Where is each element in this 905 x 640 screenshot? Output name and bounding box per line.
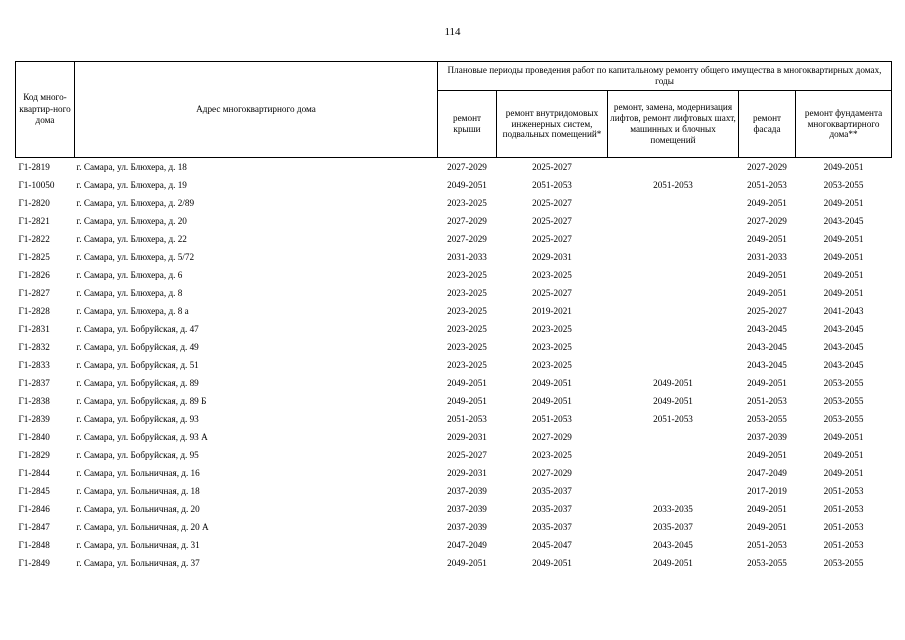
- cell-facade: 2053-2055: [747, 414, 787, 424]
- cell-foundation: 2043-2045: [823, 216, 864, 226]
- cell-elevators: [608, 284, 739, 302]
- cell-elevators: [608, 266, 739, 284]
- cell-roof: 2027-2029: [447, 234, 487, 244]
- cell-foundation: 2049-2051: [823, 450, 864, 460]
- header-roof: ремонт крыши: [438, 91, 497, 158]
- cell-facade: 2043-2045: [747, 342, 787, 352]
- cell-roof: 2023-2025: [447, 198, 487, 208]
- table-row: [16, 518, 892, 536]
- cell-elevators: [608, 464, 739, 482]
- cell-address: г. Самара, ул. Больничная, д. 20: [76, 504, 200, 514]
- cell-facade: 2037-2039: [747, 432, 787, 442]
- cell-code: Г1-2845: [18, 486, 50, 496]
- cell-code: Г1-2826: [18, 270, 50, 280]
- cell-foundation: 2049-2051: [823, 270, 864, 280]
- cell-facade: 2049-2051: [747, 270, 787, 280]
- cell-engineering: 2049-2051: [532, 558, 572, 568]
- cell-foundation: 2053-2055: [823, 378, 864, 388]
- table-row: [16, 482, 892, 500]
- table-row: [16, 158, 892, 177]
- table-header: [16, 62, 892, 158]
- cell-foundation: 2049-2051: [823, 198, 864, 208]
- cell-roof: 2051-2053: [447, 414, 487, 424]
- table-row: [16, 554, 892, 572]
- table-row: [16, 374, 892, 392]
- cell-address: г. Самара, ул. Бобруйская, д. 47: [76, 324, 199, 334]
- cell-engineering: 2025-2027: [532, 198, 572, 208]
- cell-code: Г1-10050: [18, 180, 55, 190]
- cell-roof: 2023-2025: [447, 360, 487, 370]
- cell-facade: 2047-2049: [747, 468, 787, 478]
- cell-roof: 2029-2031: [447, 468, 487, 478]
- cell-elevators: [608, 428, 739, 446]
- cell-code: Г1-2849: [18, 558, 50, 568]
- table-row: [16, 194, 892, 212]
- cell-address: г. Самара, ул. Бобруйская, д. 93 А: [76, 432, 208, 442]
- cell-foundation: 2053-2055: [823, 180, 864, 190]
- cell-elevators: 2049-2051: [653, 378, 693, 388]
- cell-facade: 2017-2019: [747, 486, 787, 496]
- cell-roof: 2049-2051: [447, 180, 487, 190]
- cell-facade: 2027-2029: [747, 216, 787, 226]
- cell-engineering: 2035-2037: [532, 504, 572, 514]
- cell-foundation: 2051-2053: [823, 540, 864, 550]
- cell-foundation: 2051-2053: [823, 504, 864, 514]
- cell-foundation: 2053-2055: [823, 396, 864, 406]
- cell-roof: 2031-2033: [447, 252, 487, 262]
- cell-code: Г1-2833: [18, 360, 50, 370]
- table-row: [16, 212, 892, 230]
- cell-foundation: 2051-2053: [823, 522, 864, 532]
- cell-roof: 2023-2025: [447, 324, 487, 334]
- cell-code: Г1-2821: [18, 216, 50, 226]
- table-row: [16, 500, 892, 518]
- cell-engineering: 2023-2025: [532, 450, 572, 460]
- header-foundation: ремонт фундамента многоквартирного дома**: [796, 91, 892, 158]
- cell-engineering: 2023-2025: [532, 270, 572, 280]
- table-row: [16, 536, 892, 554]
- cell-address: г. Самара, ул. Блюхера, д. 20: [76, 216, 187, 226]
- cell-address: г. Самара, ул. Больничная, д. 20 А: [76, 522, 209, 532]
- cell-elevators: [608, 212, 739, 230]
- cell-elevators: [608, 158, 739, 177]
- cell-foundation: 2043-2045: [823, 360, 864, 370]
- cell-address: г. Самара, ул. Бобруйская, д. 95: [76, 450, 199, 460]
- cell-elevators: [608, 320, 739, 338]
- cell-engineering: 2025-2027: [532, 216, 572, 226]
- cell-address: г. Самара, ул. Блюхера, д. 8: [76, 288, 183, 298]
- cell-foundation: 2043-2045: [823, 324, 864, 334]
- cell-engineering: 2027-2029: [532, 432, 572, 442]
- header-facade: ремонт фасада: [739, 91, 796, 158]
- cell-engineering: 2051-2053: [532, 180, 572, 190]
- cell-engineering: 2027-2029: [532, 468, 572, 478]
- cell-code: Г1-2832: [18, 342, 50, 352]
- table-row: [16, 392, 892, 410]
- cell-roof: 2049-2051: [447, 396, 487, 406]
- cell-roof: 2027-2029: [447, 162, 487, 172]
- cell-code: Г1-2838: [18, 396, 50, 406]
- cell-facade: 2025-2027: [747, 306, 787, 316]
- table-row: [16, 356, 892, 374]
- cell-facade: 2049-2051: [747, 504, 787, 514]
- cell-elevators: [608, 482, 739, 500]
- cell-engineering: 2025-2027: [532, 288, 572, 298]
- cell-foundation: 2049-2051: [823, 468, 864, 478]
- table-row: [16, 176, 892, 194]
- cell-elevators: 2035-2037: [653, 522, 693, 532]
- cell-facade: 2049-2051: [747, 522, 787, 532]
- cell-elevators: 2043-2045: [653, 540, 693, 550]
- cell-foundation: 2053-2055: [823, 558, 864, 568]
- cell-engineering: 2035-2037: [532, 486, 572, 496]
- repair-schedule-table: [15, 61, 892, 572]
- cell-roof: 2047-2049: [447, 540, 487, 550]
- cell-code: Г1-2831: [18, 324, 50, 334]
- cell-code: Г1-2822: [18, 234, 50, 244]
- cell-elevators: [608, 248, 739, 266]
- cell-address: г. Самара, ул. Больничная, д. 16: [76, 468, 200, 478]
- cell-engineering: 2045-2047: [532, 540, 572, 550]
- cell-address: г. Самара, ул. Блюхера, д. 19: [76, 180, 187, 190]
- cell-elevators: 2049-2051: [653, 558, 693, 568]
- cell-roof: 2027-2029: [447, 216, 487, 226]
- cell-engineering: 2023-2025: [532, 342, 572, 352]
- cell-engineering: 2051-2053: [532, 414, 572, 424]
- cell-facade: 2051-2053: [747, 396, 787, 406]
- cell-engineering: 2035-2037: [532, 522, 572, 532]
- cell-address: г. Самара, ул. Бобруйская, д. 51: [76, 360, 199, 370]
- cell-address: г. Самара, ул. Блюхера, д. 22: [76, 234, 187, 244]
- cell-address: г. Самара, ул. Больничная, д. 18: [76, 486, 200, 496]
- cell-engineering: 2049-2051: [532, 378, 572, 388]
- cell-facade: 2049-2051: [747, 288, 787, 298]
- cell-foundation: 2049-2051: [823, 288, 864, 298]
- cell-engineering: 2025-2027: [532, 162, 572, 172]
- cell-address: г. Самара, ул. Бобруйская, д. 89 Б: [76, 396, 207, 406]
- header-elevators: ремонт, замена, модернизация лифтов, ремонт лифтовых шахт, машинных и блочных помещений: [608, 91, 739, 158]
- cell-roof: 2025-2027: [447, 450, 487, 460]
- cell-code: Г1-2819: [18, 162, 50, 172]
- cell-foundation: 2049-2051: [823, 162, 864, 172]
- cell-address: г. Самара, ул. Бобруйская, д. 49: [76, 342, 199, 352]
- cell-foundation: 2043-2045: [823, 342, 864, 352]
- cell-elevators: 2051-2053: [653, 180, 693, 190]
- cell-engineering: 2029-2031: [532, 252, 572, 262]
- cell-address: г. Самара, ул. Блюхера, д. 5/72: [76, 252, 195, 262]
- cell-code: Г1-2825: [18, 252, 50, 262]
- cell-facade: 2031-2033: [747, 252, 787, 262]
- table-row: [16, 302, 892, 320]
- cell-roof: 2049-2051: [447, 378, 487, 388]
- cell-code: Г1-2839: [18, 414, 50, 424]
- cell-address: г. Самара, ул. Блюхера, д. 8 а: [76, 306, 189, 316]
- cell-roof: 2029-2031: [447, 432, 487, 442]
- cell-foundation: 2049-2051: [823, 432, 864, 442]
- cell-roof: 2023-2025: [447, 288, 487, 298]
- cell-code: Г1-2844: [18, 468, 50, 478]
- cell-elevators: 2049-2051: [653, 396, 693, 406]
- table-row: [16, 446, 892, 464]
- cell-address: г. Самара, ул. Бобруйская, д. 93: [76, 414, 199, 424]
- table-row: [16, 410, 892, 428]
- cell-engineering: 2049-2051: [532, 396, 572, 406]
- cell-roof: 2023-2025: [447, 342, 487, 352]
- cell-elevators: [608, 338, 739, 356]
- cell-elevators: [608, 356, 739, 374]
- cell-facade: 2049-2051: [747, 198, 787, 208]
- cell-foundation: 2049-2051: [823, 252, 864, 262]
- table-row: [16, 338, 892, 356]
- cell-foundation: 2049-2051: [823, 234, 864, 244]
- cell-code: Г1-2828: [18, 306, 50, 316]
- cell-roof: 2049-2051: [447, 558, 487, 568]
- header-code: Код много-квартир-ного дома: [16, 62, 75, 158]
- cell-address: г. Самара, ул. Блюхера, д. 2/89: [76, 198, 195, 208]
- cell-code: Г1-2837: [18, 378, 50, 388]
- header-engineering: ремонт внутридомовых инженерных систем, подвальных помещений*: [497, 91, 608, 158]
- cell-facade: 2049-2051: [747, 234, 787, 244]
- cell-address: г. Самара, ул. Блюхера, д. 6: [76, 270, 183, 280]
- header-address: Адрес многоквартирного дома: [75, 62, 438, 158]
- cell-address: г. Самара, ул. Больничная, д. 31: [76, 540, 200, 550]
- table-row: [16, 266, 892, 284]
- cell-facade: 2051-2053: [747, 540, 787, 550]
- cell-elevators: 2033-2035: [653, 504, 693, 514]
- cell-engineering: 2019-2021: [532, 306, 572, 316]
- cell-code: Г1-2827: [18, 288, 50, 298]
- cell-foundation: 2053-2055: [823, 414, 864, 424]
- cell-code: Г1-2840: [18, 432, 50, 442]
- cell-foundation: 2051-2053: [823, 486, 864, 496]
- cell-address: г. Самара, ул. Больничная, д. 37: [76, 558, 200, 568]
- cell-engineering: 2025-2027: [532, 234, 572, 244]
- cell-facade: 2043-2045: [747, 324, 787, 334]
- cell-roof: 2037-2039: [447, 522, 487, 532]
- cell-engineering: 2023-2025: [532, 360, 572, 370]
- page-number: 114: [444, 26, 461, 38]
- table-row: [16, 284, 892, 302]
- cell-address: г. Самара, ул. Бобруйская, д. 89: [76, 378, 199, 388]
- cell-roof: 2037-2039: [447, 486, 487, 496]
- cell-facade: 2043-2045: [747, 360, 787, 370]
- table-body: [16, 158, 892, 573]
- header-periods-group: Плановые периоды проведения работ по капитальному ремонту общего имущества в многоквартирных домах, годы: [438, 62, 892, 91]
- cell-facade: 2053-2055: [747, 558, 787, 568]
- cell-code: Г1-2847: [18, 522, 50, 532]
- cell-elevators: [608, 194, 739, 212]
- cell-code: Г1-2848: [18, 540, 50, 550]
- table-row: [16, 320, 892, 338]
- cell-engineering: 2023-2025: [532, 324, 572, 334]
- cell-code: Г1-2846: [18, 504, 50, 514]
- cell-code: Г1-2829: [18, 450, 50, 460]
- cell-roof: 2023-2025: [447, 270, 487, 280]
- cell-elevators: [608, 446, 739, 464]
- table-row: [16, 230, 892, 248]
- cell-roof: 2023-2025: [447, 306, 487, 316]
- cell-address: г. Самара, ул. Блюхера, д. 18: [76, 162, 187, 172]
- cell-elevators: [608, 302, 739, 320]
- table-row: [16, 248, 892, 266]
- cell-elevators: 2051-2053: [653, 414, 693, 424]
- table-row: [16, 428, 892, 446]
- cell-facade: 2051-2053: [747, 180, 787, 190]
- cell-roof: 2037-2039: [447, 504, 487, 514]
- cell-elevators: [608, 230, 739, 248]
- table-row: [16, 464, 892, 482]
- cell-facade: 2049-2051: [747, 450, 787, 460]
- cell-facade: 2027-2029: [747, 162, 787, 172]
- cell-facade: 2049-2051: [747, 378, 787, 388]
- cell-foundation: 2041-2043: [823, 306, 864, 316]
- cell-code: Г1-2820: [18, 198, 50, 208]
